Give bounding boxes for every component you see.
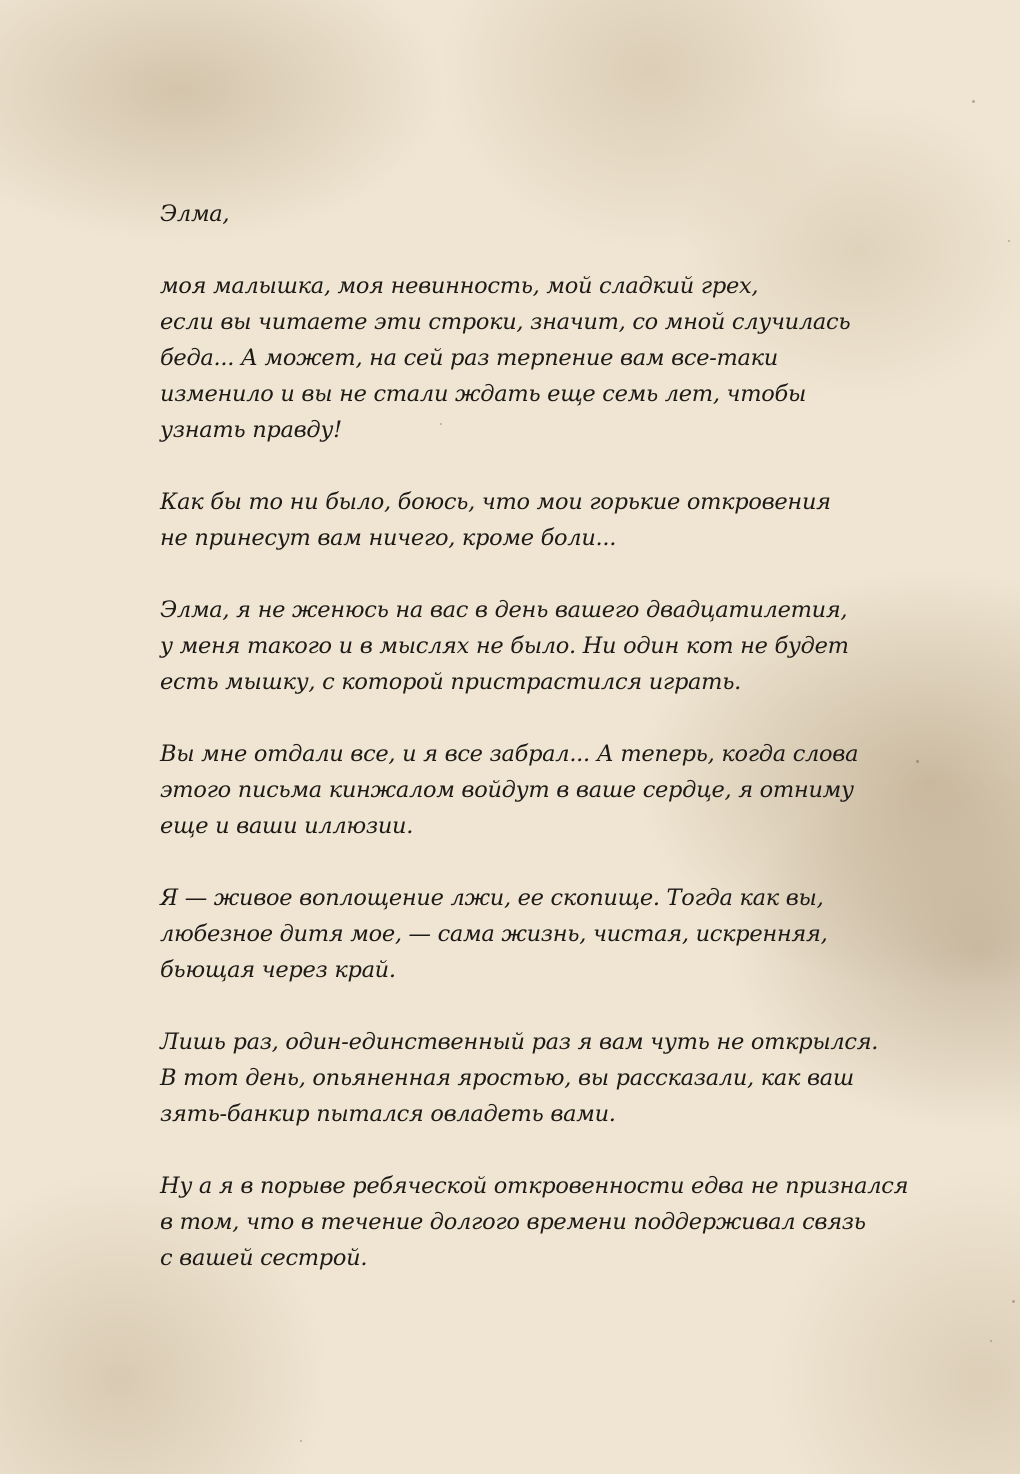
letter-paragraph bbox=[160, 1024, 879, 1132]
letter-paragraph bbox=[160, 1168, 909, 1276]
letter-line: в том, что в течение долгого времени поддерживал связь bbox=[160, 1209, 866, 1235]
letter-line: изменило и вы не стали ждать еще семь лет, чтобы bbox=[160, 381, 806, 407]
letter-line: любезное дитя мое, — сама жизнь, чистая, искренняя, bbox=[160, 921, 828, 947]
letter-line: зять-банкир пытался овладеть вами. bbox=[160, 1101, 616, 1127]
letter-greeting: Элма, bbox=[160, 201, 230, 227]
letter-line: Вы мне отдали все, и я все забрал... А теперь, когда слова bbox=[160, 741, 859, 767]
letter-line: с вашей сестрой. bbox=[160, 1245, 368, 1271]
letter-line: моя малышка, моя невинность, мой сладкий грех, bbox=[160, 273, 759, 299]
letter-paragraph bbox=[160, 736, 859, 844]
paper-speck bbox=[990, 1340, 992, 1342]
letter-line: бьющая через край. bbox=[160, 957, 396, 983]
letter-paragraph bbox=[160, 592, 850, 700]
letter-line: не принесут вам ничего, кроме боли... bbox=[160, 525, 617, 551]
letter-line: В тот день, опьяненная яростью, вы рассказали, как ваш bbox=[160, 1065, 854, 1091]
letter-paragraph bbox=[160, 880, 850, 988]
letter-line: Как бы то ни было, боюсь, что мои горькие откровения bbox=[160, 489, 831, 515]
letter-line: Ну а я в порыве ребяческой откровенности едва не признался bbox=[160, 1173, 909, 1199]
letter-line: Лишь раз, один-единственный раз я вам чуть не открылся. bbox=[160, 1029, 879, 1055]
letter-line: Я — живое воплощение лжи, ее скопище. Тогда как вы, bbox=[160, 885, 824, 911]
letter-line: еще и ваши иллюзии. bbox=[160, 813, 414, 839]
letter-line: этого письма кинжалом войдут в ваше сердце, я отниму bbox=[160, 777, 854, 803]
letter-paragraph bbox=[160, 268, 850, 448]
letter-line: есть мышку, с которой пристрастился играть. bbox=[160, 669, 742, 695]
paper-speck bbox=[1008, 240, 1010, 242]
letter-line: у меня такого и в мыслях не было. Ни один кот не будет bbox=[160, 633, 849, 659]
letter-line: узнать правду! bbox=[160, 417, 342, 443]
letter-line: Элма, я не женюсь на вас в день вашего двадцатилетия, bbox=[160, 597, 848, 623]
letter-paragraph bbox=[160, 484, 850, 556]
paper-speck bbox=[1012, 1300, 1015, 1303]
letter-line: беда... А может, на сей раз терпение вам все-таки bbox=[160, 345, 778, 371]
paper-speck bbox=[916, 760, 919, 763]
paper-speck bbox=[300, 1440, 302, 1442]
paper-speck bbox=[972, 100, 975, 103]
letter-line: если вы читаете эти строки, значит, со мной случилась bbox=[160, 309, 851, 335]
letter-body bbox=[160, 196, 909, 1312]
